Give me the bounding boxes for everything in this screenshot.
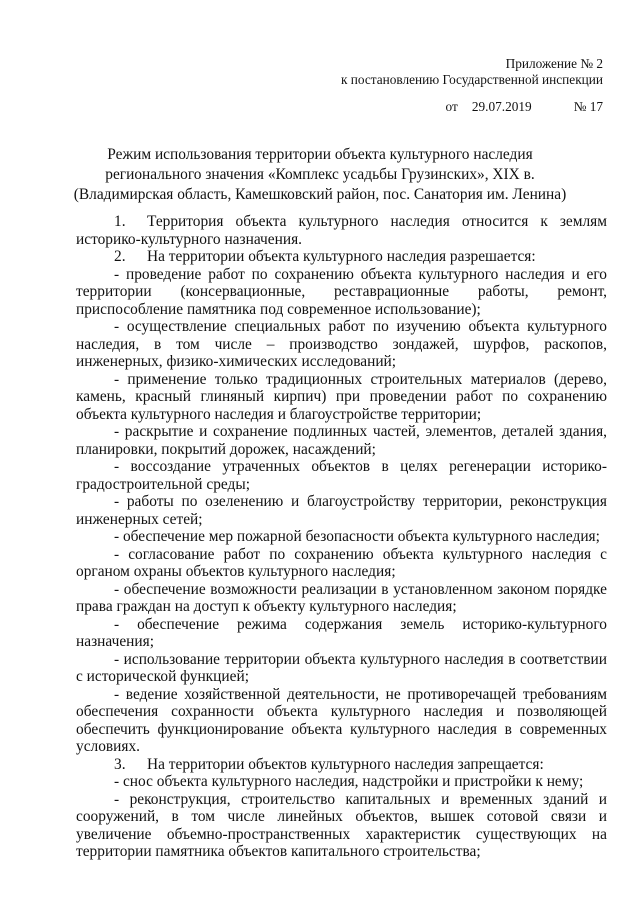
appendix-label: Приложение № 2 [505,56,603,71]
list-item: - ведение хозяйственной деятельности, не противоречащей требованиям обеспечения сохранности объекта культурного наследия и позволяющей обеспечить функционирование объекта культурного наследия в современных условиях. [76,685,607,755]
section-text: Территория объекта культурного наследия относится к землям историко-культурного назначения. [76,213,607,248]
order-date: 29.07.2019 [471,99,532,114]
list-item: - проведение работ по сохранению объекта культурного наследия и его территории (консервационные, реставрационные работы, ремонт, приспособление памятника под современное использование); [76,265,607,318]
section-2-heading [76,248,607,266]
list-item: - снос объекта культурного наследия, надстройки и пристройки к нему; [114,773,584,790]
resolution-reference: к постановлению Государственной инспекции [341,72,603,87]
title-line-3: (Владимирская область, Камешковский район, пос. Санатория им. Ленина) [73,186,567,203]
title-line-1: Режим использования территории объекта культурного наследия [107,146,533,163]
list-item: - осуществление специальных работ по изучению объекта культурного наследия, в том числе – производство зондажей, шурфов, раскопов, инженерных, физико-химических исследований; [76,318,607,370]
document-body [76,213,607,861]
list-item: - раскрытие и сохранение подлинных частей, элементов, деталей здания, планировки, покрытий дорожек, насаждений; [76,423,607,458]
list-item: - применение только традиционных строительных материалов (дерево, камень, красный глиняный кирпич) при проведении работ по сохранению объекта культурного наследия и благоустройстве территории; [76,370,607,423]
section-number: 1. [114,213,126,230]
section-1 [76,213,607,248]
appendix-header [341,56,603,88]
list-item: - работы по озеленению и благоустройству территории, реконструкция инженерных сетей; [76,493,607,528]
order-date-number [446,99,603,115]
from-label: от [445,99,458,114]
list-item: - реконструкция, строительство капитальных и временных зданий и сооружений, в том числе линейных объектов, вышек сотовой связи и увеличение объемно-пространственных характеристик существующих на территории памятника объектов капитального строительства; [76,790,607,860]
list-item: - воссоздание утраченных объектов в целях регенерации историко-градостроительной среды; [76,458,607,493]
section-text: На территории объектов культурного наследия запрещается: [147,755,544,773]
section-number: 2. [114,248,126,265]
list-item: - обеспечение возможности реализации в установленном законом порядке права граждан на доступ к объекту культурного наследия; [76,580,607,615]
title-line-2: регионального значения «Комплекс усадьбы Грузинских», XIX в. [105,166,535,183]
document-title [40,145,600,205]
list-item: - обеспечение мер пожарной безопасности объекта культурного наследия; [114,528,600,545]
section-text: На территории объекта культурного наследия разрешается: [147,248,536,265]
order-number: № 17 [573,99,603,114]
list-item: - согласование работ по сохранению объекта культурного наследия с органом охраны объектов культурного наследия; [76,545,607,580]
section-3-heading [76,756,607,774]
list-item: - использование территории объекта культурного наследия в соответствии с исторической функцией; [76,650,607,685]
section-number: 3. [114,755,126,773]
list-item: - обеспечение режима содержания земель историко-культурного назначения; [76,615,607,650]
